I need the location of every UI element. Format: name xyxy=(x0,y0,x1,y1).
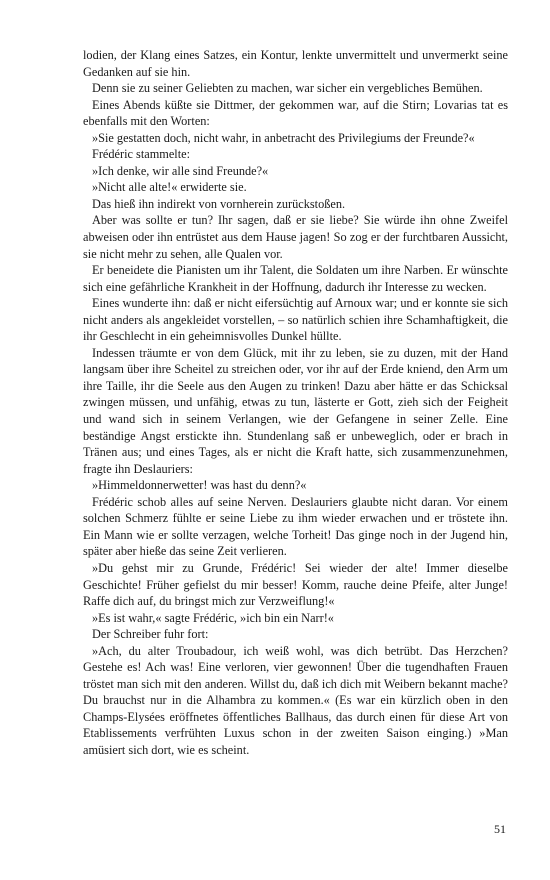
paragraph: »Ich denke, wir alle sind Freunde?« xyxy=(92,163,269,178)
book-text xyxy=(83,47,508,759)
paragraph: »Ach, du alter Troubadour, ich weiß wohl, was dich betrübt. Das Herzchen? Gestehe es! Ach was! Eine verloren, vier gewonnen! Über die tugendhaften Frauen tröstet man sich mit den anderen. Willst du, daß ich dich mit Weibern bekannt mache? Du brauchst nur in die Alhambra zu kommen.« (Es war ein kürzlich oben in den Champs-Elysées eröffnetes öffentliches Ballhaus, das durch einen für diese Art von Etablissements verfrühten Luxus schon in der zweiten Saison einging.) »Man amüsiert sich dort, wie es scheint. xyxy=(83,643,508,757)
paragraph: Indessen träumte er von dem Glück, mit ihr zu leben, sie zu duzen, mit der Hand langsam über ihre Scheitel zu streichen oder, vor ihr auf der Erde kniend, den Arm um ihre Taille, ihr die Seele aus den Augen zu trinken! Dazu aber hätte er das Schicksal zwingen müssen, und unfähig, etwas zu tun, lästerte er Gott, zieh sich der Feigheit und wand sich in seinem Verlangen, wie der Gefangene in seiner Zelle. Eine beständige Angst erstickte ihn. Stundenlang saß er unbeweglich, oder er brach in Tränen aus; und eines Tages, als er nicht die Kraft hatte, sich zusammenzunehmen, fragte ihn Deslauriers: xyxy=(83,345,508,476)
paragraph: »Nicht alle alte!« erwiderte sie. xyxy=(92,180,247,195)
page-body xyxy=(83,47,508,759)
paragraph: Aber was sollte er tun? Ihr sagen, daß er sie liebe? Sie würde ihn ohne Zweifel abweisen oder ihn entrüstet aus dem Hause jagen! So zog er der furchtbaren Aussicht, sie nicht mehr zu sehen, alle Qualen vor. xyxy=(83,213,508,261)
paragraph: Denn sie zu seiner Geliebten zu machen, war sicher ein vergebliches Bemühen. xyxy=(92,81,483,96)
paragraph: Frédéric schob alles auf seine Nerven. Deslauriers glaubte nicht daran. Vor einem solchen Schmerz fühlte er seine Liebe zu ihm wieder erwachen und er tröstete ihn. Ein Mann wie er sollte verzagen, welche Torheit! Das ginge noch in der Jugend hin, später aber hieße das seine Zeit verlieren. xyxy=(83,494,508,559)
paragraph: »Du gehst mir zu Grunde, Frédéric! Sei wieder der alte! Immer dieselbe Geschichte! Früher gefielst du mir besser! Komm, rauche deine Pfeife, alter Junge! Raffe dich auf, du bringst mich zur Verzweiflung!« xyxy=(83,560,508,609)
paragraph: Eines Abends küßte sie Dittmer, der gekommen war, auf die Stirn; Lovarias tat es ebenfalls mit den Worten: xyxy=(83,97,508,129)
paragraph: lodien, der Klang eines Satzes, ein Kontur, lenkte unvermittelt und unvermerkt seine Gedanken auf sie hin. xyxy=(83,48,508,79)
paragraph: Der Schreiber fuhr fort: xyxy=(92,627,209,642)
paragraph: »Es ist wahr,« sagte Frédéric, »ich bin ein Narr!« xyxy=(92,610,334,625)
paragraph: Eines wunderte ihn: daß er nicht eifersüchtig auf Arnoux war; und er konnte sie sich nicht anders als angekleidet vorstellen, – so natürlich schien ihre Schamhaftigkeit, die ihr Geschlecht in ein geheimnisvolles Dunkel hüllte. xyxy=(83,296,508,344)
paragraph: »Himmeldonnerwetter! was hast du denn?« xyxy=(92,478,307,493)
paragraph: »Sie gestatten doch, nicht wahr, in anbetracht des Privilegiums der Freunde?« xyxy=(92,130,475,145)
paragraph: Frédéric stammelte: xyxy=(92,147,190,162)
paragraph: Das hieß ihn indirekt von vornherein zurückstoßen. xyxy=(92,196,346,211)
paragraph: Er beneidete die Pianisten um ihr Talent, die Soldaten um ihre Narben. Er wünschte sich eine gefährliche Krankheit in der Hoffnung, dadurch ihr Interesse zu wecken. xyxy=(83,263,508,294)
page-number: 51 xyxy=(494,822,506,836)
